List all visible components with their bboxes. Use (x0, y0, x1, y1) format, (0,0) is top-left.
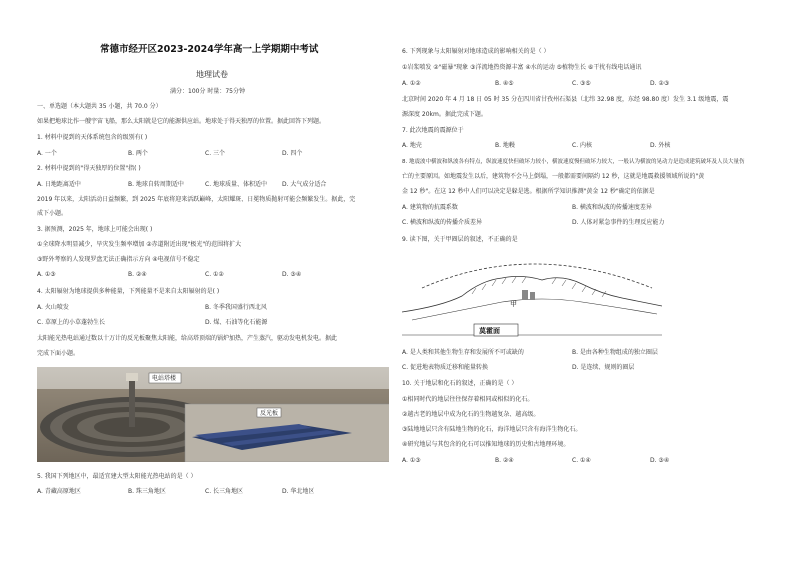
question-6-stem: 6. 下列现象与太阳辐射对地球造成的影响相关的是（ ） (402, 48, 550, 55)
question-9-stem: 9. 读下图，关于甲圈层的叙述，不正确的是 (402, 236, 518, 243)
q10-line-2: ②越古老的地层中成为化石的生物越复杂、越高级。 (402, 411, 540, 418)
subject-title: 地理试卷 (196, 70, 228, 79)
q3-line-1: ①全球降水明显减少，旱灾发生频率增加 ②赤道附近出现"极光"的范围将扩大 (37, 241, 242, 248)
question-5-stem: 5. 我国下列地区中，最适宜建大型太阳能光热电站的是（ ） (37, 473, 197, 480)
passage-intro: 如果把地球比作一艘宇宙飞船，那么太阳就是它的能源供应站。地球处于得天独厚的位置。据此回答下列题。 (37, 118, 326, 125)
diagram-label-jia: 甲 (510, 300, 517, 308)
q7-option-b[interactable]: B. 地幔 (495, 142, 515, 149)
q5-option-c[interactable]: C. 长三角地区 (205, 488, 244, 495)
sphere-diagram (402, 250, 662, 342)
q8-line-1: 亡的主要原因。如地震发生以后，建筑物不会马上倒塌，一般都需要间隔约 12 秒，这就是地震救援领域所说的"黄 (402, 173, 705, 180)
q5-option-a[interactable]: A. 青藏高原地区 (37, 488, 81, 495)
passage-2-line1: 2019 年以来，太阳活动日益频繁，到 2025 年底将迎来活跃巅峰，太阳耀斑、日冕物质抛射可能会频繁发生。据此，完 (37, 196, 356, 203)
question-1-stem: 1. 材料中提到的天体系统包含的级别有( ) (37, 134, 148, 141)
q2-option-d[interactable]: D. 大气成分适合 (282, 181, 327, 188)
q4-option-a[interactable]: A. 火山喷发 (37, 304, 69, 311)
q9-option-b[interactable]: B. 是由各种生物组成的独立圈层 (572, 349, 658, 356)
q10-option-a[interactable]: A. ①③ (402, 457, 421, 464)
question-8-stem: 8. 地震波中横波和纵波各有特点，纵波速度快但破坏力较小，横波速度慢但破坏力较大，一般认为横波的晃动力是造成建筑破坏及人员大量伤 (402, 159, 745, 165)
section-heading: 一、单选题（本大题共 35 小题，共 70.0 分） (37, 103, 162, 110)
q9-option-d[interactable]: D. 是连续、规则的圈层 (572, 364, 635, 371)
q5-option-d[interactable]: D. 华北地区 (282, 488, 315, 495)
q6-option-b[interactable]: B. ④⑤ (495, 80, 514, 87)
q6-option-c[interactable]: C. ③⑤ (572, 80, 591, 87)
q6-option-a[interactable]: A. ①② (402, 80, 421, 87)
exam-title: 常德市经开区2023-2024学年高一上学期期中考试 (100, 44, 319, 55)
q10-option-b[interactable]: B. ②④ (495, 457, 514, 464)
passage-3-line2: 完成下面小题。 (37, 350, 80, 357)
q6-option-d[interactable]: D. ②③ (650, 80, 670, 87)
q5-option-b[interactable]: B. 珠三角地区 (128, 488, 166, 495)
question-2-stem: 2. 材料中提到的"得天独厚的位置"指( ) (37, 165, 141, 172)
q10-line-4: ④研究地层与其包含的化石可以推知地球的历史和古地理环境。 (402, 441, 570, 448)
q2-option-b[interactable]: B. 地球自转周期适中 (128, 181, 184, 188)
q1-option-a[interactable]: A. 一个 (37, 150, 57, 157)
q9-option-c[interactable]: C. 促进地表物质迁移和能量转换 (402, 364, 489, 371)
q10-option-d[interactable]: D. ③④ (650, 457, 670, 464)
q8-option-a[interactable]: A. 建筑物的抗震系数 (402, 204, 458, 211)
passage-3-line1: 太阳能光热电站通过数以十万计的反光板聚焦太阳能，给高塔顶端的锅炉加热，产生蒸汽，驱动发电机发电。据此 (37, 335, 338, 342)
q10-option-c[interactable]: C. ①④ (572, 457, 591, 464)
q2-option-c[interactable]: C. 地球质量、体积适中 (205, 181, 268, 188)
q6-line: ①岩浆喷发 ②"磁暴"现象 ③洋流地热资源丰富 ④水的运动 ⑤植物生长 ⑥干扰有线电话通讯 (402, 64, 642, 71)
q4-option-b[interactable]: B. 冬季我国盛行西北风 (205, 304, 267, 311)
passage-4-line2: 源深度 20km。据此完成下题。 (402, 111, 487, 118)
photo-label-mirror: 反光板 (260, 410, 279, 417)
q1-option-b[interactable]: B. 两个 (128, 150, 148, 157)
passage-2-line2: 成下小题。 (37, 210, 68, 217)
q3-option-b[interactable]: B. ②④ (128, 271, 147, 278)
question-10-stem: 10. 关于地层和化石的叙述，正确的是（ ） (402, 380, 518, 387)
q3-option-d[interactable]: D. ③④ (282, 271, 302, 278)
q10-line-1: ①相同时代的地层往往保存着相同或相似的化石。 (402, 396, 534, 403)
q4-option-d[interactable]: D. 煤、石油等化石能源 (205, 319, 268, 326)
q8-option-d[interactable]: D. 人体对紧急事件的生理反应能力 (572, 219, 665, 226)
question-3-stem: 3. 据预测，2025 年，地球上可能会出现( ) (37, 226, 153, 233)
q7-option-a[interactable]: A. 地壳 (402, 142, 422, 149)
exam-meta: 满分：100分 时量：75分钟 (170, 88, 245, 95)
q4-option-c[interactable]: C. 草原上的小草蓬勃生长 (37, 319, 106, 326)
photo-label-tower: 电站塔楼 (152, 375, 177, 382)
q2-option-a[interactable]: A. 日地距离适中 (37, 181, 81, 188)
q9-option-a[interactable]: A. 是人类和其他生物生存和发展所不可或缺的 (402, 349, 524, 356)
q8-option-c[interactable]: C. 横波和纵波的传播介质差异 (402, 219, 483, 226)
q7-option-d[interactable]: D. 外核 (650, 142, 671, 149)
question-7-stem: 7. 此次地震的震源位于 (402, 127, 464, 134)
q3-line-2: ③野外考察的人发现罗盘无法正确指示方向 ④电视信号不稳定 (37, 256, 200, 263)
q1-option-c[interactable]: C. 三个 (205, 150, 226, 157)
passage-4-line1: 北京时间 2020 年 4 月 18 日 05 时 35 分在四川省甘孜州石渠县（北纬 32.98 度，东经 98.80 度）发生 3.1 级地震，震 (402, 96, 729, 103)
q8-line-2: 金 12 秒"。在这 12 秒中人们可以决定是躲是逃。根据所学知识推测"黄金 12 秒"确定的依据是 (402, 188, 655, 195)
q10-line-3: ③陆地地层只含有陆地生物的化石，海洋地层只含有海洋生物化石。 (402, 426, 582, 433)
diagram-label-moho: 莫霍面 (479, 327, 500, 335)
q3-option-a[interactable]: A. ①③ (37, 271, 56, 278)
q3-option-c[interactable]: C. ①② (205, 271, 224, 278)
q1-option-d[interactable]: D. 四个 (282, 150, 303, 157)
q8-option-b[interactable]: B. 横波和纵波的传播速度差异 (572, 204, 652, 211)
question-4-stem: 4. 太阳辐射为地球提供多种能量，下列能量不是来自太阳辐射的是( ) (37, 288, 220, 295)
q7-option-c[interactable]: C. 内核 (572, 142, 593, 149)
solar-station-photo (37, 367, 389, 462)
